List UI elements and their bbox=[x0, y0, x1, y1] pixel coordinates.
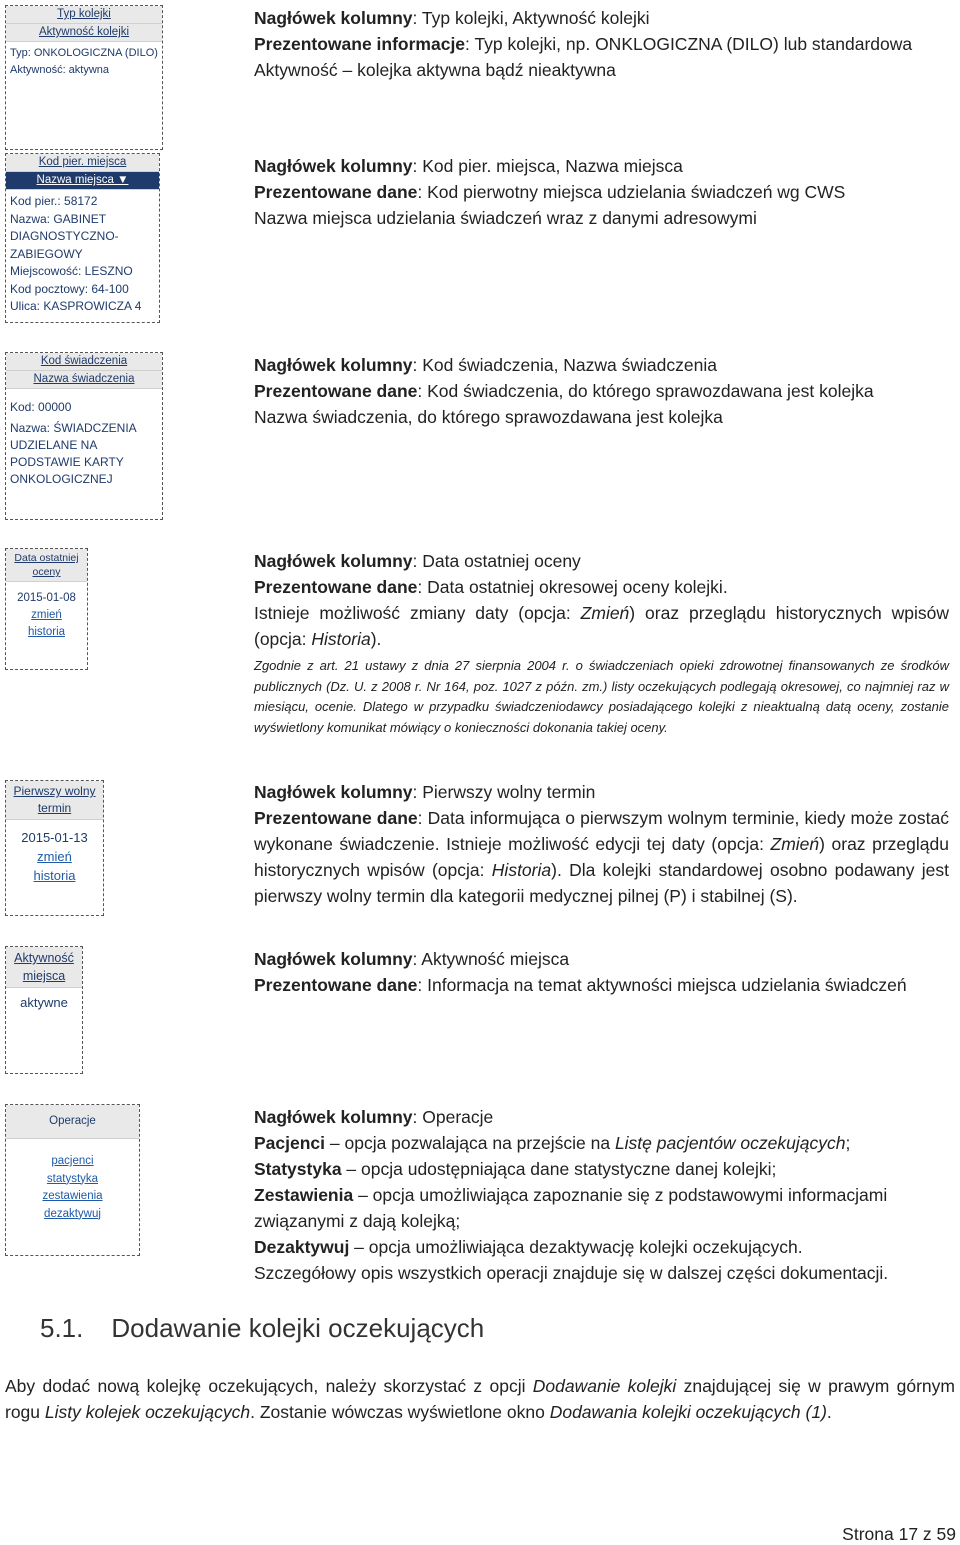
place-activity-value: aktywne bbox=[20, 995, 68, 1010]
label: Nagłówek kolumny bbox=[254, 1107, 413, 1127]
first-free-date: 2015-01-13 bbox=[21, 830, 88, 845]
label: Prezentowane dane bbox=[254, 182, 418, 202]
col-header-service-code[interactable]: Kod świadczenia bbox=[6, 353, 162, 371]
heading-number: 5.1. bbox=[40, 1313, 84, 1343]
service-line: PODSTAWIE KARTY bbox=[10, 455, 124, 469]
place-line: Kod pier.: 58172 bbox=[10, 194, 98, 208]
label: Prezentowane dane bbox=[254, 381, 418, 401]
thumb-operations bbox=[5, 1104, 140, 1256]
section-operations: Nagłówek kolumny: Operacje Pacjenci – opcja pozwalająca na przejście na Listę pacjentów oczekujących; Statystyka – opcja udostępniająca dane statystyczne danej kolejki; Zestawienia – opcja umożliwiająca zapoznanie się z podstawowymi informacjami związanymi z dają kolejką; Dezaktywuj – opcja umożliwiająca dezaktywację kolejki oczekujących. Szczegółowy opis wszystkich operacji znajduje się w dalszej części dokumentacji. bbox=[254, 1104, 949, 1286]
section-last-review: Nagłówek kolumny: Data ostatniej oceny Prezentowane dane: Data ostatniej okresowej oceny kolejki. Istnieje możliwość zmiany daty (opcja: Zmień) oraz przeglądu historycznych wpisów (opcja: Historia). Zgodnie z art. 21 ustawy z dnia 27 sierpnia 2004 r. o świadczeniach opieki zdrowotnej finansowanych ze środków publicznych (Dz. U. z 2008 r. Nr 164, poz. 1027 z późn. zm.) listy oczekujących podlegają okresowej, co najmniej raz w miesiącu, ocenie. Dlatego w przypadku świadczeniodawcy posiadającego kolejki z nieaktualną datą oceny, zostanie wyświetlony komunikat mówiący o konieczności dokonania takiej oceny. bbox=[254, 548, 949, 738]
section-heading bbox=[40, 1313, 484, 1344]
deactivate-link[interactable]: dezaktywuj bbox=[44, 1207, 101, 1220]
place-line: Nazwa: GABINET bbox=[10, 211, 107, 226]
statistics-link[interactable]: statystyka bbox=[46, 1172, 99, 1185]
col-header-operations[interactable]: Operacje bbox=[6, 1105, 139, 1139]
thumb-place-activity bbox=[5, 946, 83, 1074]
page-number: Strona 17 z 59 bbox=[842, 1524, 956, 1544]
section-place: Nagłówek kolumny: Kod pier. miejsca, Nazwa miejsca Prezentowane dane: Kod pierwotny miejsca udzielania świadczeń wg CWS Nazwa miejsca udzielania świadczeń wraz z danymi adresowymi bbox=[254, 156, 846, 228]
thumb-queue-type bbox=[5, 5, 163, 150]
label: Nagłówek kolumny bbox=[254, 551, 413, 571]
label: Prezentowane dane bbox=[254, 975, 418, 995]
history-link[interactable]: historia bbox=[27, 626, 66, 638]
service-line: Nazwa: ŚWIADCZENIA bbox=[10, 421, 137, 435]
label: Prezentowane informacje bbox=[254, 34, 466, 54]
label: Nagłówek kolumny bbox=[254, 156, 413, 176]
section-service: Nagłówek kolumny: Kod świadczenia, Nazwa świadczenia Prezentowane dane: Kod świadczenia, do którego sprawozdawana jest kolejka Nazwa świadczenia, do którego sprawozdawana jest kolejka bbox=[254, 355, 874, 427]
change-link[interactable]: zmień bbox=[37, 849, 72, 864]
service-line: UDZIELANE NA bbox=[10, 438, 98, 452]
label: Prezentowane dane bbox=[254, 808, 418, 828]
place-line: Kod pocztowy: 64-100 bbox=[10, 281, 129, 296]
queue-activity-value: Aktywność: aktywna bbox=[10, 64, 110, 76]
legal-note: Zgodnie z art. 21 ustawy z dnia 27 sierpnia 2004 r. o świadczeniach opieki zdrowotnej finansowanych ze środków publicznych (Dz. U. z 2008 r. Nr 164, poz. 1027 z późn. zm.) listy oczekujących podlegają okresowej, co najmniej raz w miesiącu, ocenie. Dlatego w przypadku świadczeniodawcy posiadającego kolejki z nieaktualną datą oceny, zostanie wyświetlony komunikat mówiący o konieczności dokonania takiej oceny. bbox=[254, 658, 949, 735]
label: Nagłówek kolumny bbox=[254, 782, 413, 802]
label: Nagłówek kolumny bbox=[254, 355, 413, 375]
op-patients: Pacjenci – opcja pozwalająca na przejście na Listę pacjentów oczekujących; bbox=[254, 1133, 851, 1153]
history-link[interactable]: historia bbox=[33, 868, 76, 883]
place-line: DIAGNOSTYCZNO- bbox=[10, 229, 119, 243]
place-line: ZABIEGOWY bbox=[10, 246, 83, 261]
op-summaries: Zestawienia – opcja umożliwiająca zapoznanie się z podstawowymi informacjami związanymi z dają kolejką; bbox=[254, 1185, 888, 1231]
col-header-queue-type[interactable]: Typ kolejki bbox=[6, 6, 162, 24]
col-header-first-free-date[interactable]: Pierwszy wolny termin bbox=[6, 781, 103, 820]
thumb-first-free-date bbox=[5, 780, 104, 916]
service-line: ONKOLOGICZNEJ bbox=[10, 472, 113, 486]
summaries-link[interactable]: zestawienia bbox=[42, 1190, 103, 1202]
op-deactivate: Dezaktywuj – opcja umożliwiająca dezaktywację kolejki oczekujących. bbox=[254, 1237, 803, 1257]
service-line: Kod: 00000 bbox=[10, 400, 72, 414]
heading-title: Dodawanie kolejki oczekujących bbox=[111, 1313, 485, 1343]
section-place-activity: Nagłówek kolumny: Aktywność miejsca Prezentowane dane: Informacja na temat aktywności miejsca udzielania świadczeń bbox=[254, 949, 907, 995]
intro-paragraph: Aby dodać nową kolejkę oczekujących, należy skorzystać z opcji Dodawanie kolejki znajdującej się w prawym górnym rogu Listy kolejek oczekujących. Zostanie wówczas wyświetlone okno Dodawania kolejki oczekujących (1). bbox=[5, 1376, 955, 1422]
label: Nagłówek kolumny bbox=[254, 949, 413, 969]
thumb-last-review bbox=[5, 548, 88, 670]
section-queue-type: Nagłówek kolumny: Typ kolejki, Aktywność kolejki Prezentowane informacje: Typ kolejki, np. ONKLOGICZNA (DILO) lub standardowa Aktywność – kolejka aktywna bądź nieaktywna bbox=[254, 8, 913, 80]
col-header-service-name[interactable]: Nazwa świadczenia bbox=[6, 371, 162, 389]
queue-type-value: Typ: ONKOLOGICZNA (DILO) bbox=[10, 47, 158, 59]
operations-note: Szczegółowy opis wszystkich operacji znajduje się w dalszej części dokumentacji. bbox=[254, 1263, 889, 1283]
last-review-date: 2015-01-08 bbox=[17, 592, 76, 604]
place-line: Miejscowość: LESZNO bbox=[10, 264, 133, 278]
col-header-place-code[interactable]: Kod pier. miejsca bbox=[6, 154, 159, 172]
section-first-free-date: Nagłówek kolumny: Pierwszy wolny termin Prezentowane dane: Data informująca o pierwszym wolnym terminie, kiedy może zostać wykonane świadczenie. Istnieje możliwość edycji tej daty (opcja: Zmień) oraz przeglądu historycznych wpisów (opcja: Historia). Dla kolejki standardowej osobno podawany jest pierwszy wolny termin dla kategorii medycznej pilnej (P) i stabilnej (S). bbox=[254, 782, 949, 906]
op-statistics: Statystyka – opcja udostępniająca dane statystyczne danej kolejki; bbox=[254, 1159, 777, 1179]
change-link[interactable]: zmień bbox=[31, 609, 62, 621]
thumb-place bbox=[5, 153, 160, 323]
place-line: Ulica: KASPROWICZA 4 bbox=[10, 299, 142, 313]
col-header-last-review[interactable]: Data ostatniej oceny bbox=[6, 549, 87, 582]
label: Prezentowane dane bbox=[254, 577, 418, 597]
col-header-queue-activity[interactable]: Aktywność kolejki bbox=[6, 24, 162, 42]
label: Nagłówek kolumny bbox=[254, 8, 413, 28]
patients-link[interactable]: pacjenci bbox=[51, 1155, 94, 1167]
thumb-service bbox=[5, 352, 163, 520]
col-header-place-activity[interactable]: Aktywność miejsca bbox=[6, 947, 82, 988]
col-header-place-name[interactable]: Nazwa miejsca ▼ bbox=[6, 172, 159, 190]
